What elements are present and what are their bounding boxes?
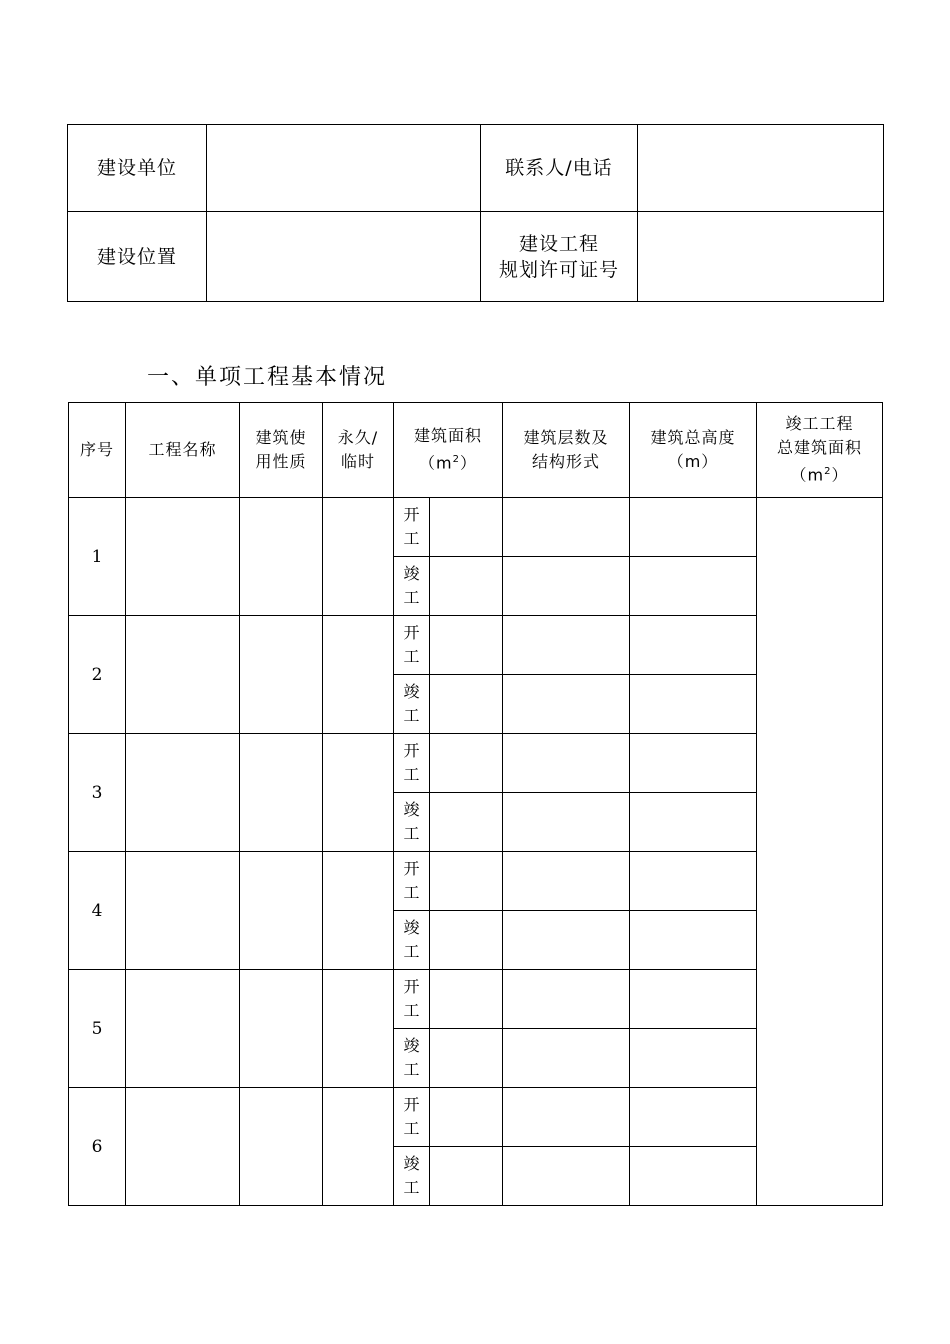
area-start-cell[interactable] [430, 734, 503, 793]
header-perm-line2: 临时 [340, 452, 375, 471]
status-char: 工 [403, 1178, 420, 1197]
height-complete-cell[interactable] [630, 1147, 757, 1206]
height-start-cell[interactable] [630, 852, 757, 911]
floors-complete-cell[interactable] [503, 911, 630, 970]
usage-cell[interactable] [240, 498, 323, 616]
total-unit-sup: 2 [824, 466, 832, 478]
floors-start-cell[interactable] [503, 852, 630, 911]
permanence-cell[interactable] [323, 498, 394, 616]
permanence-cell[interactable] [323, 616, 394, 734]
floors-start-cell[interactable] [503, 1088, 630, 1147]
status-start-label [394, 498, 430, 557]
floors-start-cell[interactable] [503, 498, 630, 557]
project-name-cell[interactable] [126, 1088, 240, 1206]
status-char: 工 [403, 1119, 420, 1138]
row-number: 5 [69, 970, 126, 1088]
floors-start-cell[interactable] [503, 616, 630, 675]
header-total-line2: 总建筑面积 [777, 438, 863, 458]
project-name-cell[interactable] [126, 734, 240, 852]
status-char: 开 [403, 1095, 420, 1114]
height-start-cell[interactable] [630, 734, 757, 793]
height-start-cell[interactable] [630, 616, 757, 675]
height-complete-cell[interactable] [630, 793, 757, 852]
row-number: 1 [69, 498, 126, 616]
status-char: 竣 [403, 1154, 420, 1173]
contact-phone-field[interactable] [638, 125, 884, 212]
status-char: 竣 [403, 1036, 420, 1055]
status-char: 开 [403, 977, 420, 996]
status-complete-label [394, 793, 430, 852]
construction-location-label: 建设位置 [68, 212, 207, 302]
project-name-cell[interactable] [126, 498, 240, 616]
area-complete-cell[interactable] [430, 1029, 503, 1088]
header-floors [503, 403, 630, 498]
header-area [394, 403, 503, 498]
permanence-cell[interactable] [323, 852, 394, 970]
header-usage [240, 403, 323, 498]
status-char: 开 [403, 741, 420, 760]
project-name-cell[interactable] [126, 616, 240, 734]
header-seq: 序号 [69, 403, 126, 498]
floors-complete-cell[interactable] [503, 557, 630, 616]
row-number: 2 [69, 616, 126, 734]
permit-number-field[interactable] [638, 212, 884, 302]
row-number: 4 [69, 852, 126, 970]
permanence-cell[interactable] [323, 970, 394, 1088]
area-complete-cell[interactable] [430, 557, 503, 616]
status-complete-label [394, 1147, 430, 1206]
area-unit-open: （m [419, 453, 453, 473]
permit-label-line1: 建设工程 [518, 232, 599, 255]
permit-number-label [481, 212, 638, 302]
usage-cell[interactable] [240, 1088, 323, 1206]
floors-complete-cell[interactable] [503, 1029, 630, 1088]
status-complete-label [394, 1029, 430, 1088]
total-area-cell[interactable] [757, 498, 883, 1206]
area-unit-close: ） [459, 453, 477, 473]
status-complete-label [394, 675, 430, 734]
usage-cell[interactable] [240, 734, 323, 852]
status-char: 工 [403, 529, 420, 548]
height-start-cell[interactable] [630, 1088, 757, 1147]
info-table [67, 124, 884, 302]
header-usage-line1: 建筑使 [255, 428, 307, 447]
height-complete-cell[interactable] [630, 675, 757, 734]
status-start-label [394, 852, 430, 911]
area-start-cell[interactable] [430, 498, 503, 557]
area-start-cell[interactable] [430, 852, 503, 911]
header-total-line1: 竣工工程 [785, 414, 854, 434]
status-start-label [394, 616, 430, 675]
area-complete-cell[interactable] [430, 911, 503, 970]
height-complete-cell[interactable] [630, 1029, 757, 1088]
project-row-start [69, 498, 883, 557]
header-height [630, 403, 757, 498]
floors-start-cell[interactable] [503, 734, 630, 793]
height-start-cell[interactable] [630, 498, 757, 557]
area-unit-sup: 2 [452, 454, 460, 466]
status-char: 工 [403, 883, 420, 902]
status-complete-label [394, 557, 430, 616]
header-area-unit [394, 448, 502, 475]
status-char: 工 [403, 824, 420, 843]
row-number: 6 [69, 1088, 126, 1206]
total-unit-open: （m [790, 465, 825, 485]
header-perm-line1: 永久/ [337, 428, 379, 447]
status-char: 工 [403, 647, 420, 666]
status-char: 开 [403, 505, 420, 524]
header-name: 工程名称 [126, 403, 240, 498]
header-height-unit: （m） [667, 452, 719, 471]
area-start-cell[interactable] [430, 970, 503, 1029]
status-char: 开 [403, 623, 420, 642]
floors-start-cell[interactable] [503, 970, 630, 1029]
header-height-line1: 建筑总高度 [650, 428, 736, 447]
status-start-label [394, 1088, 430, 1147]
usage-cell[interactable] [240, 616, 323, 734]
status-char: 工 [403, 588, 420, 607]
area-complete-cell[interactable] [430, 675, 503, 734]
status-char: 竣 [403, 564, 420, 583]
status-char: 工 [403, 942, 420, 961]
header-permanence [323, 403, 394, 498]
permanence-cell[interactable] [323, 1088, 394, 1206]
height-complete-cell[interactable] [630, 557, 757, 616]
status-char: 竣 [403, 918, 420, 937]
header-usage-line2: 用性质 [255, 452, 307, 471]
status-char: 竣 [403, 800, 420, 819]
usage-cell[interactable] [240, 970, 323, 1088]
area-start-cell[interactable] [430, 616, 503, 675]
header-total-area [757, 403, 883, 498]
total-unit-close: ） [831, 465, 849, 485]
status-char: 工 [403, 765, 420, 784]
usage-cell[interactable] [240, 852, 323, 970]
status-char: 开 [403, 859, 420, 878]
header-total-unit [757, 460, 882, 487]
status-char: 工 [403, 706, 420, 725]
construction-unit-field[interactable] [207, 125, 481, 212]
permanence-cell[interactable] [323, 734, 394, 852]
floors-complete-cell[interactable] [503, 793, 630, 852]
construction-unit-label: 建设单位 [68, 125, 207, 212]
area-complete-cell[interactable] [430, 1147, 503, 1206]
section-title: 一、单项工程基本情况 [147, 365, 388, 390]
permit-label-line2: 规划许可证号 [498, 258, 619, 281]
project-name-cell[interactable] [126, 970, 240, 1088]
header-floors-line2: 结构形式 [532, 452, 601, 471]
status-complete-label [394, 911, 430, 970]
floors-complete-cell[interactable] [503, 675, 630, 734]
status-start-label [394, 970, 430, 1029]
area-start-cell[interactable] [430, 1088, 503, 1147]
status-char: 竣 [403, 682, 420, 701]
area-complete-cell[interactable] [430, 793, 503, 852]
status-start-label [394, 734, 430, 793]
height-complete-cell[interactable] [630, 911, 757, 970]
project-name-cell[interactable] [126, 852, 240, 970]
header-area-line1: 建筑面积 [414, 426, 483, 446]
construction-location-field[interactable] [207, 212, 481, 302]
header-floors-line1: 建筑层数及 [523, 428, 609, 447]
floors-complete-cell[interactable] [503, 1147, 630, 1206]
height-start-cell[interactable] [630, 970, 757, 1029]
status-char: 工 [403, 1060, 420, 1079]
project-table [68, 402, 883, 1206]
row-number: 3 [69, 734, 126, 852]
contact-phone-label: 联系人/电话 [481, 125, 638, 212]
status-char: 工 [403, 1001, 420, 1020]
